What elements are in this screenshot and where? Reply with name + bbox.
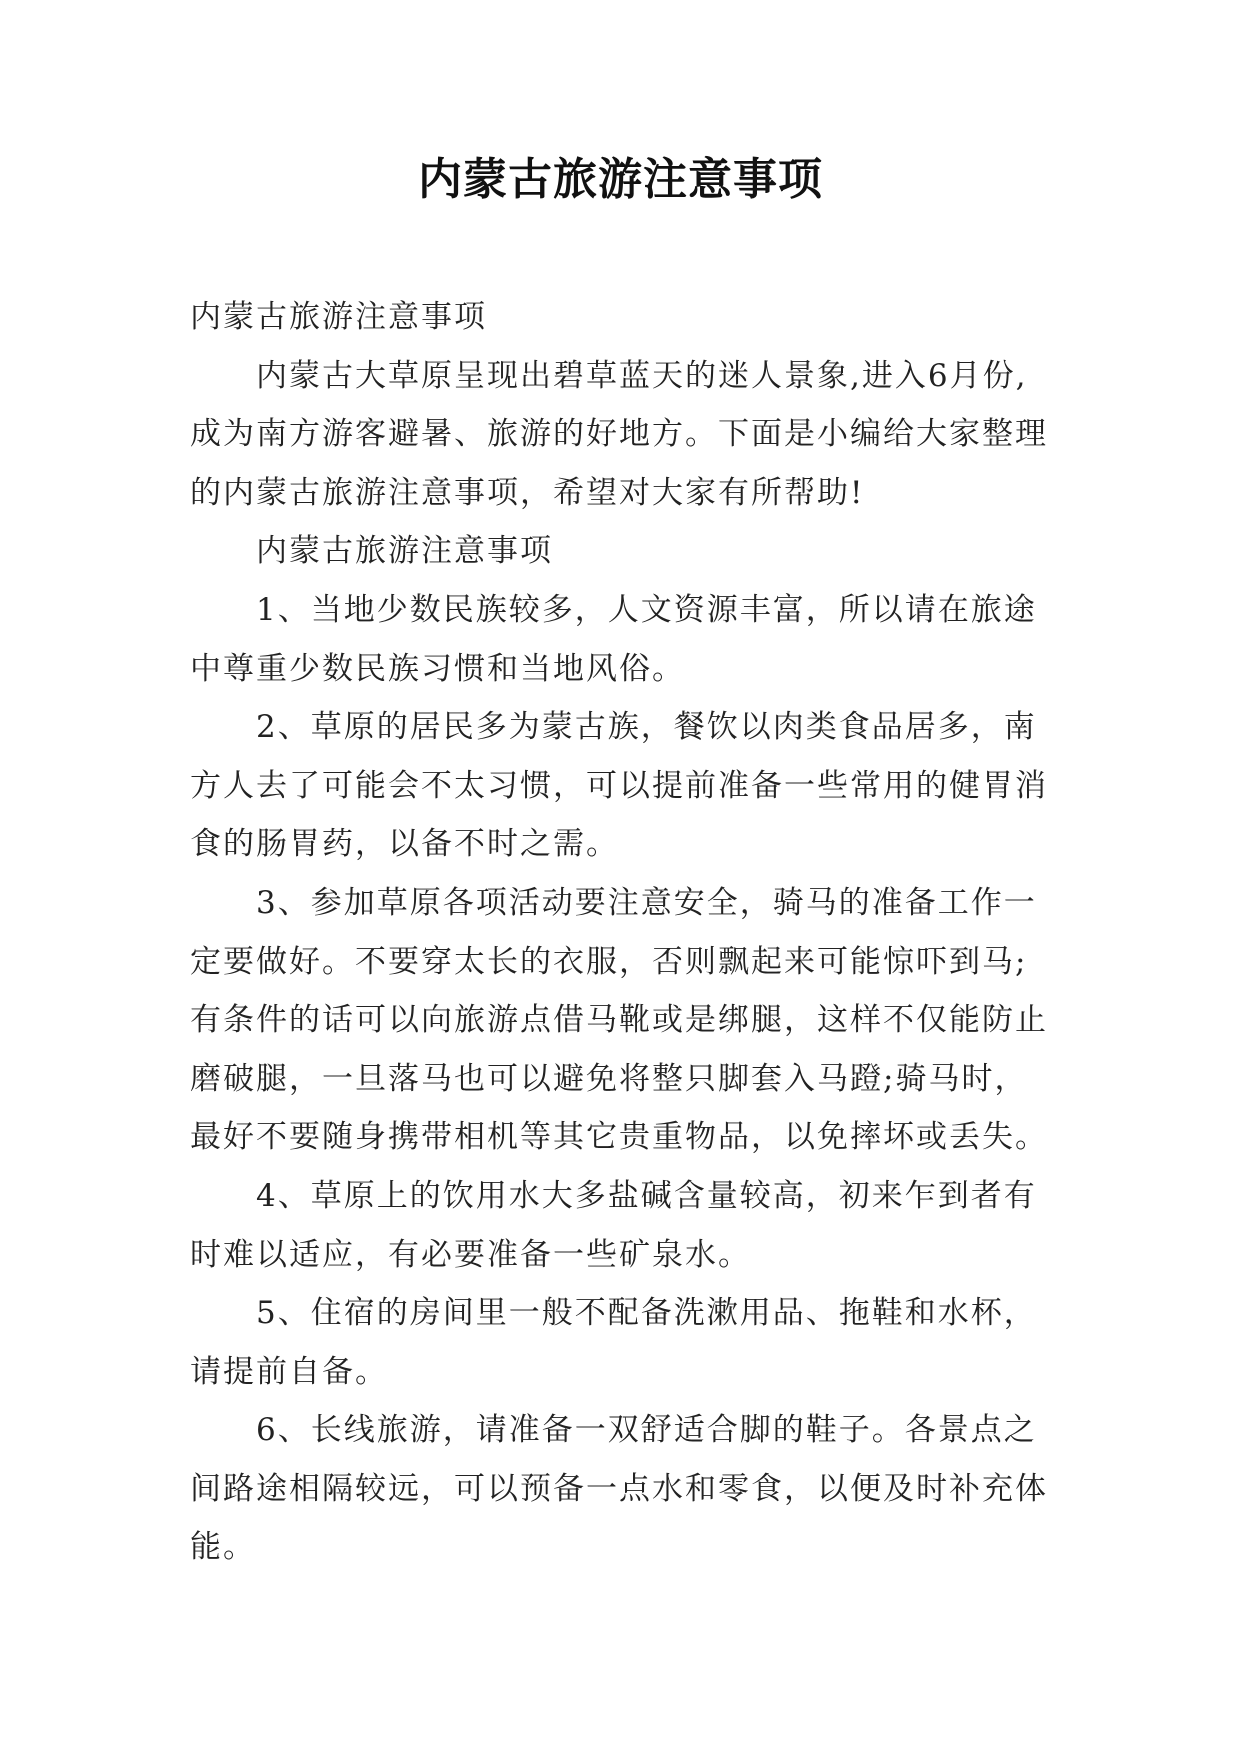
paragraph-item-1: 1、当地少数民族较多，人文资源丰富，所以请在旅途中尊重少数民族习惯和当地风俗。 xyxy=(190,591,1037,687)
document-body xyxy=(190,288,1060,1577)
paragraph-item-6: 6、长线旅游，请准备一双舒适合脚的鞋子。各景点之间路途相隔较远，可以预备一点水和零食，以便及时补充体能。 xyxy=(190,1412,1048,1566)
paragraph-subtitle: 内蒙古旅游注意事项 xyxy=(190,299,487,335)
paragraph-item-4: 4、草原上的饮用水大多盐碱含量较高，初来乍到者有时难以适应，有必要准备一些矿泉水。 xyxy=(190,1177,1037,1273)
paragraph-item-3: 3、参加草原各项活动要注意安全，骑马的准备工作一定要做好。不要穿太长的衣服，否则飘起来可能惊吓到马;有条件的话可以向旅游点借马靴或是绑腿，这样不仅能防止磨破腿，一旦落马也可以避免将整只脚套入马蹬;骑马时，最好不要随身携带相机等其它贵重物品，以免摔坏或丢失。 xyxy=(190,884,1048,1156)
paragraph-intro: 内蒙古大草原呈现出碧草蓝天的迷人景象,进入6月份,成为南方游客避暑、旅游的好地方。下面是小编给大家整理的内蒙古旅游注意事项，希望对大家有所帮助! xyxy=(190,357,1048,511)
paragraph-item-2: 2、草原的居民多为蒙古族，餐饮以肉类食品居多，南方人去了可能会不太习惯，可以提前准备一些常用的健胃消食的肠胃药，以备不时之需。 xyxy=(190,709,1048,863)
paragraph-section-heading: 内蒙古旅游注意事项 xyxy=(256,533,553,570)
document-title: 内蒙古旅游注意事项 xyxy=(418,154,823,205)
paragraph-item-5: 5、住宿的房间里一般不配备洗漱用品、拖鞋和水杯，请提前自备。 xyxy=(190,1295,1037,1390)
